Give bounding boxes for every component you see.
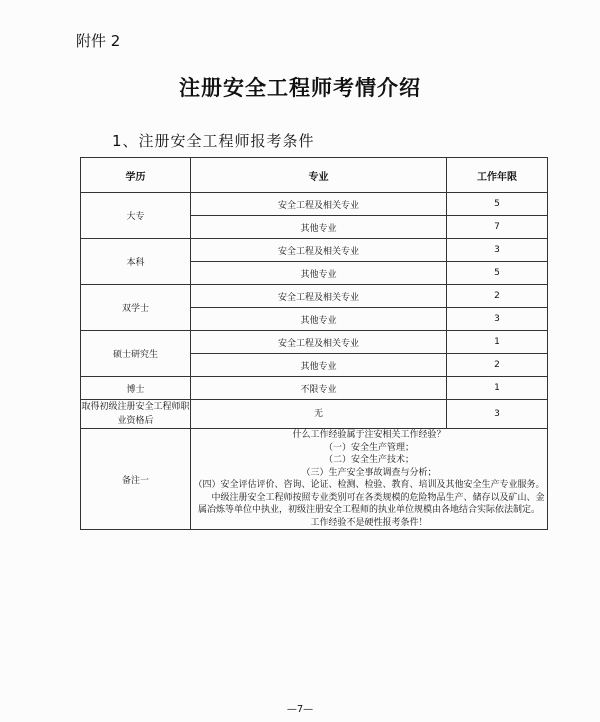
years-cell: 3 [447,308,548,331]
note-label: 备注一 [81,429,191,530]
years-cell: 1 [447,377,548,400]
major-cell: 安全工程及相关专业 [191,285,447,308]
table-row [81,331,548,354]
note-closing: 工作经验不是硬性报考条件！ [310,517,428,528]
major-cell: 安全工程及相关专业 [191,331,447,354]
major-cell: 安全工程及相关专业 [191,193,447,216]
header-years: 工作年限 [447,158,548,193]
page-number: —7— [286,704,314,715]
table-row [81,400,548,429]
degree-cell: 硕士研究生 [81,331,191,377]
degree-cell: 大专 [81,193,191,239]
attachment-label: 附件 2 [76,32,121,50]
major-cell: 无 [191,400,447,429]
table-row [81,239,548,262]
major-cell: 其他专业 [191,216,447,239]
years-cell: 7 [447,216,548,239]
page-title: 注册安全工程师考情介绍 [179,76,421,100]
requirements-table [80,157,548,530]
table-row [81,285,548,308]
note-item: （二）安全生产技术； [323,455,414,465]
years-cell: 3 [447,239,548,262]
major-cell: 其他专业 [191,354,447,377]
major-cell: 不限专业 [191,377,447,400]
table-row [81,193,548,216]
years-cell: 1 [447,331,548,354]
section-heading: 1、注册安全工程师报考条件 [112,132,315,150]
note-row [81,429,548,530]
degree-cell: 取得初级注册安全工程师职业资格后 [81,400,191,429]
note-item: （三）生产安全事故调查与分析； [301,467,437,478]
header-degree: 学历 [81,158,191,193]
years-cell: 2 [447,354,548,377]
years-cell: 3 [447,400,548,429]
major-cell: 其他专业 [191,262,447,285]
note-body [191,429,548,530]
note-item: （一）安全生产管理； [323,442,414,453]
header-major: 专业 [191,158,447,193]
degree-cell: 本科 [81,239,191,285]
note-question: 什么工作经验属于注安相关工作经验？ [292,430,446,440]
note-paragraph: 中级注册安全工程师按照专业类别可在各类规模的危险物品生产、储存以及矿山、金属冶炼等单位中执业，初级注册安全工程师的执业单位规模由各地结合实际依法制定。 [197,492,545,515]
major-cell: 安全工程及相关专业 [191,239,447,262]
years-cell: 2 [447,285,548,308]
major-cell: 其他专业 [191,308,447,331]
degree-cell: 双学士 [81,285,191,331]
table-row [81,377,548,400]
degree-cell: 博士 [81,377,191,400]
table-header-row [81,158,548,193]
years-cell: 5 [447,193,548,216]
years-cell: 5 [447,262,548,285]
note-item: （四）安全评估评价、咨询、论证、检测、检验、教育、培训及其他安全生产专业服务。 [193,480,545,490]
